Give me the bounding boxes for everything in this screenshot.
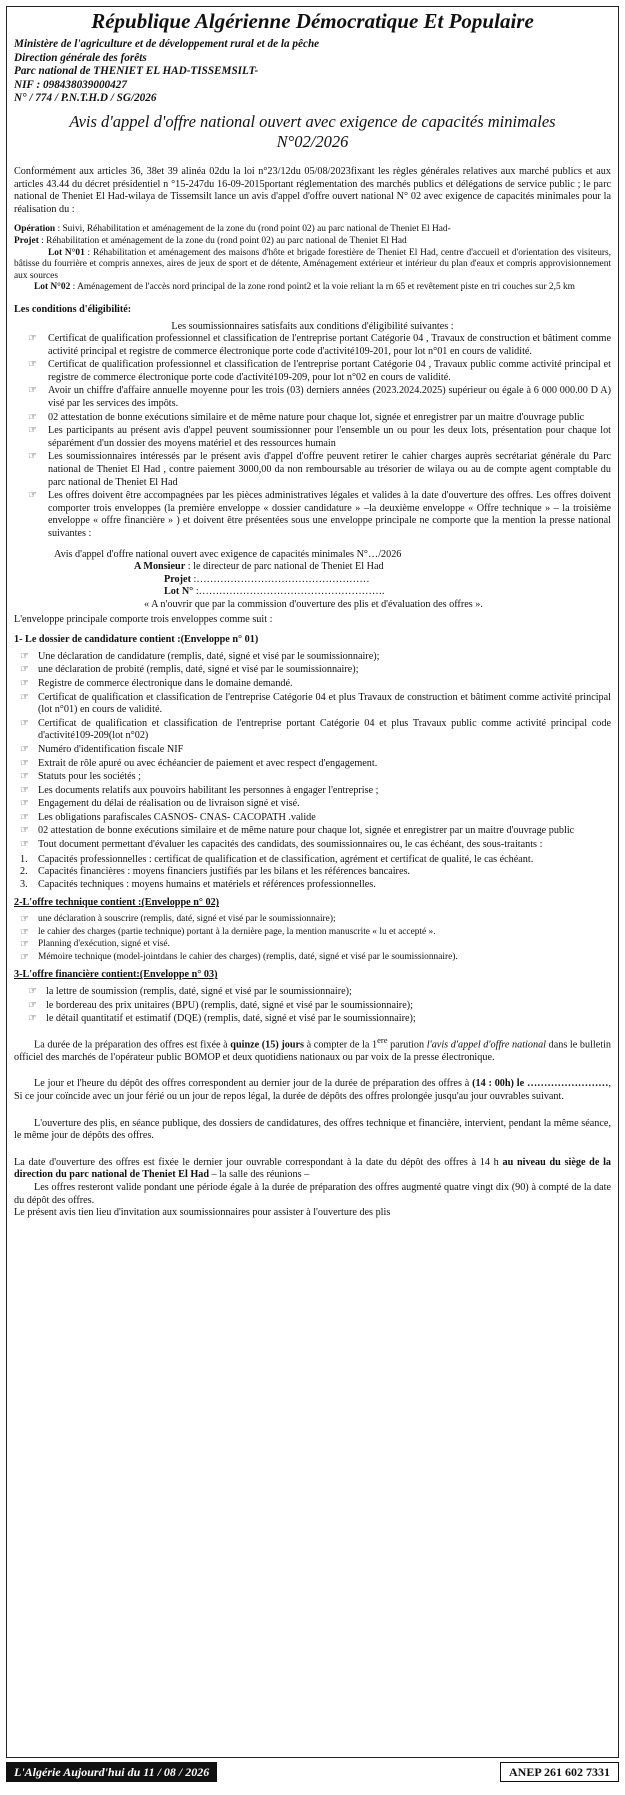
list-item	[14, 914, 611, 926]
notice-title-line2: N°02/2026	[276, 131, 349, 151]
list-item-text: Les soumissionnaires intéressés par le présent avis d'appel d'offre peuvent retirer le cahier charges auprès secrétariat générale du Parc national de Theniet El Had , contre paiement 3000,00 da non remboursable au trésorier de wilaya ou au de compte agent comptable du parc national de Theniet El Had	[48, 451, 611, 488]
hand-pointer-icon: ☞	[20, 811, 29, 823]
list-item-text: Numéro d'identification fiscale NIF	[38, 743, 184, 755]
hand-pointer-icon: ☞	[28, 333, 37, 345]
list-item	[14, 785, 611, 798]
lot1-text: : Réhabilitation et aménagement des maisons d'hôte et brigade forestière de Theniet El Had, centre d'accueil et d'orientation des visiteurs, bâtisse du fourrière et compris annexes, aires de jeux de sport et de détente, Aménagement extérieur et intérieur du plan d'eaux et compris approvisionnement aux sources	[14, 247, 612, 281]
list-item	[14, 692, 611, 717]
notice-title-line1: Avis d'appel d'offre national ouvert avec exigence de capacités minimales	[69, 111, 556, 131]
hand-pointer-icon: ☞	[20, 939, 29, 951]
notice-title	[14, 112, 611, 152]
hand-pointer-icon: ☞	[20, 743, 29, 755]
envelope-avis-line: Avis d'appel d'offre national ouvert avec exigence de capacités minimales N°…/2026	[54, 548, 402, 560]
list-item-text: Les participants au présent avis d'appel peuvent soumissionner pour l'ensemble un ou pour les deux lots, présentation pour chaque lot séparément d'un dossier des moyens matériel et des ressources humain	[48, 425, 611, 449]
list-item	[14, 986, 611, 999]
list-item-text: Les obligations parafiscales CASNOS- CNAS- CACOPATH .valide	[38, 811, 316, 823]
hand-pointer-icon: ☞	[20, 757, 29, 769]
footer-bar	[6, 1762, 619, 1786]
envelope-mention	[14, 549, 611, 612]
hand-pointer-icon: ☞	[20, 650, 29, 662]
list-item-text: une déclaration à souscrire (remplis, daté, signé et visé par le soumissionnaire);	[38, 914, 336, 925]
list-item-text: Extrait de rôle apuré ou avec échéancier de paiement et avec respect d'engagement.	[38, 757, 378, 769]
lot1-line	[14, 248, 611, 283]
envelope-projet-label: Projet	[164, 573, 191, 585]
anep-reference: ANEP 261 602 7331	[500, 1762, 619, 1782]
hand-pointer-icon: ☞	[28, 411, 37, 423]
list-item	[14, 333, 611, 358]
envelope-lot-label: Lot N°	[164, 586, 194, 598]
capacity-text: Capacités financières : moyens financiers justifiés par les bilans et les références bancaires.	[38, 866, 410, 878]
list-item-text: le cahier des charges (partie technique) portant à la dernière page, la mention manuscrite « lu et accepté ».	[38, 926, 436, 937]
eligibility-heading: Les conditions d'éligibilité:	[14, 303, 132, 315]
invitation-paragraph: Le présent avis tien lieu d'invitation aux soumissionnaires pour assister à l'ouverture des plis	[14, 1207, 391, 1219]
hand-pointer-icon: ☞	[28, 359, 37, 371]
list-item-text: le détail quantitatif et estimatif (DQE) (remplis, daté, signé et visé par le soumissionnaire);	[46, 1013, 416, 1025]
newspaper-date: L'Algérie Aujourd'hui du 11 / 08 / 2026	[6, 1762, 217, 1782]
list-item	[14, 758, 611, 771]
operation-text: : Suivi, Réhabilitation et aménagement de la zone du (rond point 02) au parc national de Theniet El Had-	[55, 224, 451, 235]
hand-pointer-icon: ☞	[20, 951, 29, 963]
list-item	[14, 812, 611, 825]
list-item	[14, 385, 611, 410]
principal-envelope-line: L'enveloppe principale comporte trois enveloppes comme suit :	[14, 613, 273, 625]
date-paragraph	[14, 1157, 611, 1182]
list-item-text: la lettre de soumission (remplis, daté, signé et visé par le soumissionnaire);	[46, 986, 352, 997]
list-item-text: 02 attestation de bonne exécutions similaire et de même nature pour chaque lot, signée et enregistrer par un maitre d'ouvrage public	[48, 411, 585, 423]
duree-f: dans le bulletin officiel des marchés de l'opérateur public BOMOP et deux quotidiens nationaux ou par voix de la presse électronique.	[14, 1039, 612, 1063]
hand-pointer-icon: ☞	[20, 691, 29, 703]
monsieur-label: A Monsieur	[134, 561, 186, 573]
hand-pointer-icon: ☞	[20, 664, 29, 676]
envelope-lot	[114, 586, 611, 599]
envelope-opening-mention: « A n'ouvrir que par la commission d'ouverture des plis et d'évaluation des offres ».	[144, 598, 483, 610]
envelope-monsieur	[114, 561, 611, 574]
dossier-list	[14, 651, 611, 852]
list-item	[14, 939, 611, 951]
lot2-line	[14, 282, 611, 294]
lot2-text: : Aménagement de l'accès nord principal de la zone rond point2 et la voie reliant la rn 65 et revêtement piste en tri couches sur 2,5 km	[70, 282, 575, 293]
reference-line: N° / 774 / P.N.T.H.D / SG/2026	[14, 92, 157, 105]
list-item-text: le bordereau des prix unitaires (BPU) (remplis, daté, signé et visé par le soumissionnaire);	[46, 999, 413, 1011]
hand-pointer-icon: ☞	[28, 1013, 37, 1025]
duree-paragraph	[14, 1034, 611, 1065]
list-item	[14, 678, 611, 691]
direction-line: Direction générale des forêts	[14, 51, 147, 64]
list-item	[14, 825, 611, 838]
hand-pointer-icon: ☞	[20, 798, 29, 810]
nif-line: NIF : 098438039000427	[14, 78, 127, 91]
hand-pointer-icon: ☞	[28, 999, 37, 1011]
list-item	[14, 744, 611, 757]
eligibility-list	[14, 333, 611, 541]
duree-a: La durée de la préparation des offres est fixée à	[34, 1039, 231, 1051]
list-item	[14, 359, 611, 384]
hand-pointer-icon: ☞	[20, 825, 29, 837]
list-item	[14, 718, 611, 743]
capacity-item	[14, 854, 611, 867]
list-item-text: Certificat de qualification professionnel et classification de l'entreprise portant Catégorie 04 , Travaux public comme activité principal et registre de commerce électronique porte code d'activité109-209, pour lot n°02 en cours de validité.	[48, 359, 611, 383]
list-item	[14, 1013, 611, 1026]
list-item-text: Statuts pour les sociétés ;	[38, 771, 141, 783]
list-item	[14, 927, 611, 939]
capacity-text: Capacités techniques : moyens humains et matériels et références professionnelles.	[38, 878, 376, 890]
hand-pointer-icon: ☞	[28, 425, 37, 437]
capacity-item	[14, 879, 611, 892]
duree-b: quinze (15) jours	[230, 1039, 305, 1051]
ouverture-paragraph: L'ouverture des plis, en séance publique, des dossiers de candidatures, des offres technique et financière, intervient, pendant la même séance, le même jour de dépôts des offres.	[14, 1117, 611, 1142]
list-item-text: Certificat de qualification professionnel et classification de l'entreprise portant Catégorie 04 , Travaux de construction et bâtiment comme activité principal et registre de commerce électronique porte code d'activité109-201, pour lot n°01 en cours de validité.	[48, 333, 611, 357]
hand-pointer-icon: ☞	[20, 839, 29, 851]
date-c: – la salle des réunions –	[209, 1169, 310, 1181]
notice-content	[14, 8, 611, 1220]
envelope-projet-dots: :……………………………………………	[190, 573, 370, 585]
dossier-heading: 1- Le dossier de candidature contient :(Enveloppe n° 01)	[14, 634, 259, 646]
list-item	[14, 1000, 611, 1013]
list-item-text: Les offres doivent être accompagnées par les pièces administratives légales et valides à la date d'ouverture des offres. Les offres doivent comporter trois enveloppes (la première enveloppe « dossier candidature » –la deuxième enveloppe « Offre technique » – la troisième enveloppe « offre financière » ) et doivent être présentées sous une enveloppe principale ne comporte que la mention la presse national suivantes :	[48, 490, 611, 539]
list-item	[14, 664, 611, 677]
list-item-text: Avoir un chiffre d'affaire annuelle moyenne pour les trois (03) derniers années (2023.2024.2025) supérieur ou égale à 6 000 000.00 D A) visé par les services des impôts.	[48, 385, 611, 410]
republic-title: République Algérienne Démocratique Et Populaire	[91, 9, 534, 33]
list-item	[14, 952, 611, 964]
validite-paragraph: Les offres resteront valide pondant une période égale à la durée de préparation des offres augmenté quatre vingt dix (90) à compté de la date du dépôt des offres.	[14, 1181, 611, 1206]
capacities-list	[14, 854, 611, 892]
list-item-text: 02 attestation de bonne exécutions similaire et de même nature pour chaque lot, signée et enregistrer par un maitre d'ouvrage public	[38, 825, 575, 837]
lot1-label: Lot N°01	[48, 247, 85, 258]
list-item-text: Certificat de qualification et classification de l'entreprise Catégorie 04 et plus Travaux de construction et bâtiment comme activité principal (lot n°01) en cours de validité.	[38, 691, 611, 716]
list-item-text: Planning d'exécution, signé et visé.	[38, 939, 170, 950]
list-item	[14, 839, 611, 852]
hand-pointer-icon: ☞	[20, 717, 29, 729]
jour-c: , Si ce jour coïncide avec un jour férié ou un jour de repos légal, la durée de dépôts des offres prolongée jusqu'au jour ouvrables suivant.	[14, 1078, 611, 1102]
operation-label: Opération	[14, 224, 56, 235]
list-item	[14, 798, 611, 811]
hand-pointer-icon: ☞	[20, 771, 29, 783]
jour-paragraph	[14, 1078, 611, 1103]
hand-pointer-icon: ☞	[20, 926, 29, 938]
capacity-text: Capacités professionnelles : certificat de qualification et de classification, agrément et certificat de qualité, le cas échéant.	[38, 853, 534, 865]
list-item	[14, 651, 611, 664]
list-item-text: Certificat de qualification et classification de l'entreprise portant Catégorie 04 et plus Travaux public comme activité principal code d'activité109-209(lot n°02)	[38, 717, 611, 742]
list-item-text: Mémoire technique (model-jointdans le cahier des charges) (remplis, daté, signé et visé par le soumissionnaire).	[38, 951, 458, 962]
monsieur-text: : le directeur de parc national de Theniet El Had	[185, 561, 384, 573]
hand-pointer-icon: ☞	[28, 385, 37, 397]
projet-line	[14, 236, 611, 248]
ministry-line: Ministère de l'agriculture et de développement rural et de la pêche	[14, 38, 320, 50]
hand-pointer-icon: ☞	[28, 490, 37, 502]
jour-a: Le jour et l'heure du dépôt des offres correspondent au dernier jour de la durée de préparation des offres à	[34, 1078, 473, 1090]
hand-pointer-icon: ☞	[28, 986, 37, 997]
date-a: La date d'ouverture des offres est fixée le dernier jour ouvrable correspondant à la date du dépôt des offres à 14 h	[14, 1156, 503, 1168]
parc-line: Parc national de THENIET EL HAD-TISSEMSILT-	[14, 65, 259, 78]
envelope-lot-dots: :……………………………………………….	[193, 586, 385, 598]
projet-text: : Réhabilitation et aménagement de la zone du (rond point 02) au parc national de Theniet El Had	[38, 235, 407, 246]
duree-sup: ere	[377, 1034, 388, 1045]
duree-e: l'avis d'appel d'offre national	[426, 1039, 546, 1051]
list-item-text: Une déclaration de candidature (remplis, daté, signé et visé par le soumissionnaire);	[38, 650, 380, 662]
date-b: au niveau du siège de la direction du parc national de Theniet El Had	[14, 1156, 611, 1181]
list-item	[14, 451, 611, 489]
envelope-projet	[114, 574, 611, 587]
operation-line	[14, 224, 611, 236]
list-item-text: Les documents relatifs aux pouvoirs habilitant les personnes à engager l'entreprise ;	[38, 784, 379, 796]
lot2-label: Lot N°02	[34, 282, 71, 293]
projet-label: Projet	[14, 235, 39, 246]
list-item	[14, 412, 611, 425]
list-item-text: Engagement du délai de réalisation ou de livraison signé et visé.	[38, 798, 300, 810]
jour-b: (14 : 00h) le ……………………	[472, 1078, 609, 1090]
list-item	[14, 771, 611, 784]
list-item-text: une déclaration de probité (remplis, daté, signé et visé par le soumissionnaire);	[38, 664, 359, 676]
financiere-list	[14, 986, 611, 1026]
capacity-number: 2.	[20, 866, 28, 878]
list-item	[14, 425, 611, 450]
technique-heading: 2-L'offre technique contient :(Enveloppe n° 02)	[14, 897, 220, 909]
financiere-heading: 3-L'offre financière contient:(Enveloppe n° 03)	[14, 969, 218, 981]
hand-pointer-icon: ☞	[28, 451, 37, 463]
capacity-number: 1.	[20, 853, 28, 865]
hand-pointer-icon: ☞	[20, 677, 29, 689]
duree-c: à compter de la 1	[304, 1039, 378, 1051]
list-item-text: Registre de commerce électronique dans le domaine demandé.	[38, 677, 293, 689]
intro-paragraph: Conformément aux articles 36, 38et 39 alinéa 02du la loi n°23/12du 05/08/2023fixant les règles générales relatives aux marché publics et aux articles 43.44 du décret présidentiel n °15-247du 16-09-2015portant réglementation des marchés publics et délégations de service public ; le parc national de Theniet El Had-wilaya de Tissemsilt lance un avis d'appel d'offre ouvert national N° 02 avec exigence de capacités minimales pour la réalisation du :	[14, 165, 611, 215]
list-item-text: Tout document permettant d'évaluer les capacités des candidats, des soumissionnaires ou, le cas échéant, des sous-traitants :	[38, 839, 543, 851]
capacity-number: 3.	[20, 878, 28, 890]
capacity-item	[14, 866, 611, 879]
technique-list	[14, 914, 611, 963]
duree-d: parution	[387, 1039, 427, 1051]
list-item	[14, 490, 611, 540]
hand-pointer-icon: ☞	[20, 914, 29, 926]
eligibility-lead: Les soumissionnaires satisfaits aux conditions d'éligibilité suivantes :	[171, 320, 454, 332]
hand-pointer-icon: ☞	[20, 784, 29, 796]
